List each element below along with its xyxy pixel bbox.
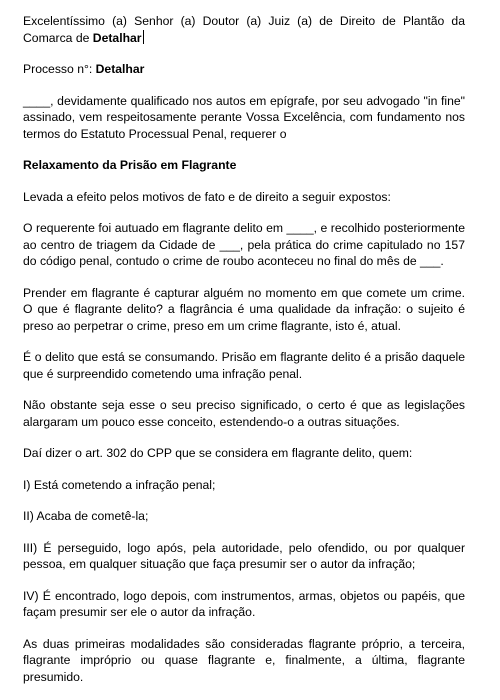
- text-cursor: [143, 30, 144, 44]
- document-body[interactable]: [23, 13, 465, 700]
- list-item: I) Está cometendo a infração penal;: [23, 477, 216, 492]
- paragraph: É o delito que está se consumando. Prisão em flagrante delito é a prisão daquele que é surpreendido cometendo uma infração penal.: [23, 350, 465, 381]
- section-title: [23, 157, 465, 174]
- list-item: IV) É encontrado, logo depois, com instrumentos, armas, objetos ou papéis, que façam presumir ser ele o autor da infração.: [23, 588, 465, 619]
- intro-paragraph: ____, devidamente qualificado nos autos em epígrafe, por seu advogado "in fine" assinado, vem respeitosamente perante Vossa Excelência, com fundamento nos termos do Estatuto Processual Penal, requerer o: [23, 93, 465, 141]
- court-header: [23, 13, 465, 46]
- court-header-text: Excelentíssimo (a) Senhor (a) Doutor (a) Juiz (a) de Direito de Plantão da Comarca de: [23, 14, 465, 45]
- paragraph: As duas primeiras modalidades são consideradas flagrante próprio, a terceira, flagrante impróprio ou quase flagrante e, finalmente, a última, flagrante presumido.: [23, 636, 465, 684]
- list-item: II) Acaba de cometê-la;: [23, 509, 149, 523]
- paragraph: Prender em flagrante é capturar alguém no momento em que comete um crime. O que é flagrante delito? a flagrância é uma qualidade da infração: o sujeito é preso ao perpetrar o crime, preso em um crime flagrante, isto é, atual.: [23, 285, 465, 333]
- processo-placeholder-field[interactable]: Detalhar: [95, 62, 145, 76]
- paragraph: Daí dizer o art. 302 do CPP que se considera em flagrante delito, quem:: [23, 446, 413, 460]
- list-item: III) É perseguido, logo após, pela autoridade, pelo ofendido, ou por qualquer pessoa, em qualquer situação que faça presumir ser o autor da infração;: [23, 540, 465, 571]
- processo-label: Processo n°:: [23, 62, 96, 76]
- comarca-placeholder-field[interactable]: Detalhar: [92, 30, 142, 45]
- paragraph: O requerente foi autuado em flagrante delito em ____, e recolhido posteriormente ao centro de triagem da Cidade de ___, pela prática do crime capitulado no 157 do código penal, contudo o crime de roubo aconteceu no final do mês de ___.: [23, 221, 465, 268]
- paragraph: Levada a efeito pelos motivos de fato e de direito a seguir expostos:: [23, 189, 391, 204]
- section-title-text: Relaxamento da Prisão em Flagrante: [23, 158, 237, 172]
- processo-line: [23, 61, 465, 78]
- paragraph: Não obstante seja esse o seu preciso significado, o certo é que as legislações alargaram um pouco esse conceito, estendendo-o a outras situações.: [23, 398, 465, 429]
